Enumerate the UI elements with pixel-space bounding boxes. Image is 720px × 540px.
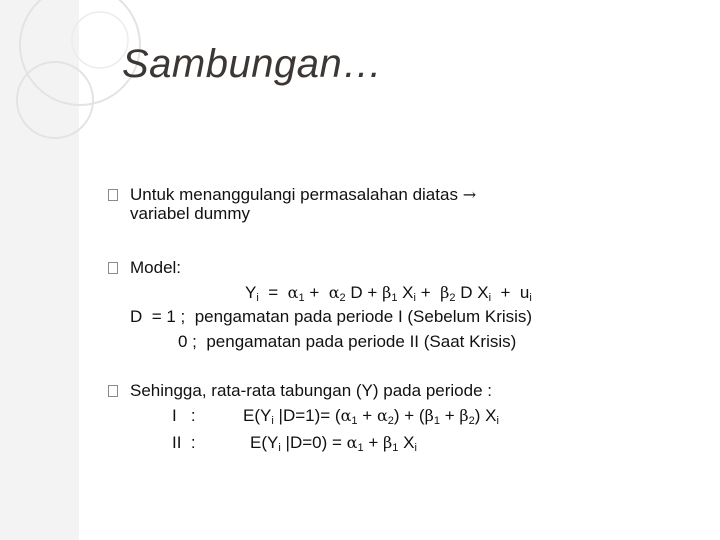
dummy-def-line2: 0 ; pengamatan pada periode II (Saat Krisis)	[178, 332, 517, 351]
dummy-def-line1: D = 1 ; pengamatan pada periode I (Sebelum Krisis)	[130, 307, 533, 326]
model-equation: $Y_i = \alpha_1 + \alpha_2$ $D + \beta_1$ $X_i + \beta_2$ D $X_i + u_i$	[245, 283, 532, 304]
bullet-1-line1: Untuk menanggulangi permasalahan diatas	[130, 185, 458, 204]
period-1-label: I :	[172, 406, 196, 425]
period-2-formula: $E(Y_i$ $|D=0) = \alpha_1 + \beta_1$ $X_i$	[250, 433, 417, 454]
bullet-1-icon	[108, 189, 118, 201]
arrow-icon: →	[462, 185, 477, 204]
period-2-label: II :	[172, 433, 196, 452]
bullet-2-label: Model:	[130, 258, 182, 277]
period-1-formula: $E(Y_i$ $|D=1)= (\alpha_1 + \alpha_2) + (\beta_1 + \beta_2)$ $X_i$	[243, 406, 499, 427]
bullet-3-label: Sehingga, rata-rata tabungan (Y) pada periode :	[130, 381, 492, 400]
decorative-circles	[0, 0, 200, 200]
slide-title: Sambungan…	[122, 42, 383, 86]
bullet-1-text	[130, 185, 476, 205]
bullet-1-line2: variabel dummy	[130, 204, 250, 223]
bullet-3-icon	[108, 385, 118, 397]
bullet-2-icon	[108, 262, 118, 274]
